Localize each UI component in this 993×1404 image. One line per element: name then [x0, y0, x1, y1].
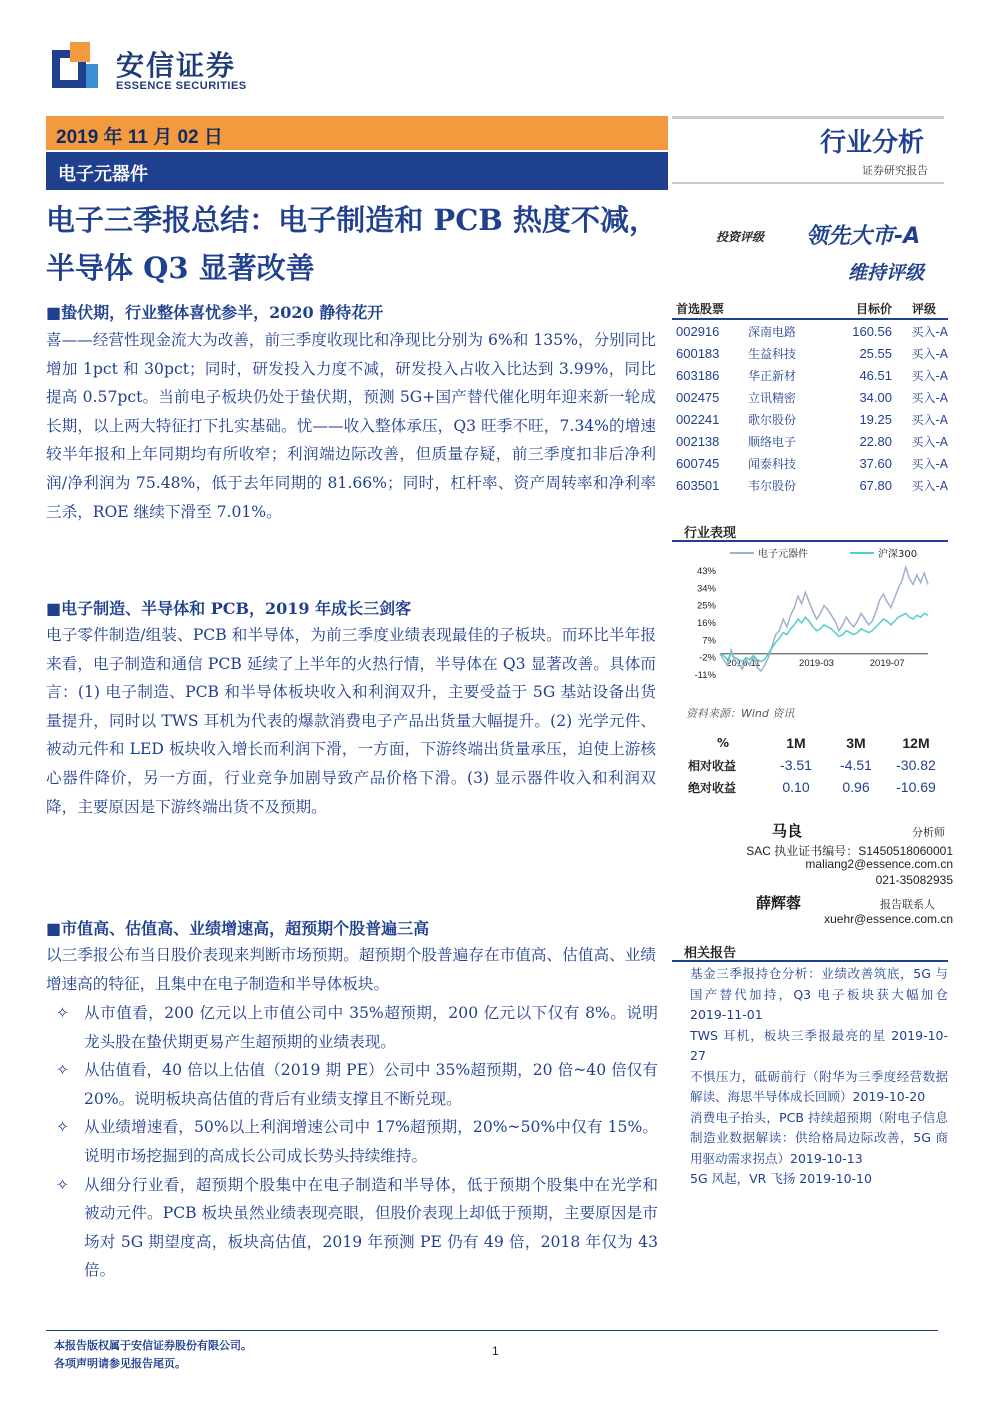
- returns-table: [680, 732, 946, 798]
- stock-name: 立讯精密: [748, 390, 797, 405]
- report-title: 电子三季报总结：电子制造和 PCB 热度不减，半导体 Q3 显著改善: [46, 203, 658, 285]
- report-subtype: 证券研究报告: [862, 164, 928, 177]
- stock-rating: 买入-A: [911, 478, 948, 493]
- rating-value: 领先大市-A: [806, 224, 921, 249]
- table-row: [672, 430, 948, 452]
- logo-text-en: ESSENCE SECURITIES: [116, 80, 247, 92]
- y-tick-label: 16%: [696, 618, 716, 629]
- bullet-icon: ✧: [56, 1118, 70, 1137]
- table-header: % 1M 3M 12M: [716, 735, 930, 751]
- stock-price: 22.80: [859, 433, 892, 449]
- stock-name: 韦尔股份: [748, 478, 797, 493]
- stock-code: 603501: [676, 477, 720, 493]
- stock-rating: 买入-A: [911, 456, 948, 471]
- section-body: 喜——经营性现金流大为改善，前三季度收现比和净现比分别为 6%和 135%，分别同比增加 1pct 和 30pct；同时，研发投入力度不减，研发投入占收入比达到 3.99%，同比提高 0.57pct。当前电子板块仍处于蛰伏期，预测 5G+国产替代催化明年迎来新一轮成长期，以上两大特征打下扎实基础。忧——收入整体承压，Q3 旺季不旺，7.34%的增速较半年报和上年同期均有所收窄；利润端边际改善，但质量存疑，前三季度扣非后净利润/净利润为 75.48%，低于去年同期的 81.66%；同时，杠杆率、资产周转率和净利率三杀，ROE 继续下滑至 7.01%。: [46, 331, 656, 521]
- x-tick-label: 2018-11: [726, 657, 761, 669]
- section-heading: ■蛰伏期，行业整体喜忧参半，2020 静待花开: [46, 303, 384, 322]
- table-row: [672, 364, 948, 386]
- related-report-link[interactable]: 不惧压力，砥砺前行（附华为三季度经营数据解读、海思半导体成长回顾）2019-10-20: [690, 1068, 948, 1104]
- sector-name: 电子元器件: [58, 164, 148, 185]
- x-tick-label: 2019-07: [869, 657, 905, 669]
- stock-price: 34.00: [859, 389, 892, 405]
- stock-rating: 买入-A: [911, 346, 948, 361]
- table-header: 首选股票 目标价 评级: [672, 298, 948, 320]
- related-list: [690, 964, 948, 1190]
- stock-rating: 买入-A: [911, 412, 948, 427]
- table-row: [672, 342, 948, 364]
- rating-label: 投资评级: [716, 230, 765, 244]
- stock-code: 002138: [676, 433, 720, 449]
- stock-price: 37.60: [859, 455, 892, 471]
- stock-code: 600183: [676, 345, 720, 361]
- series-line: [720, 613, 928, 661]
- y-tick-label: 43%: [696, 566, 716, 577]
- table-row: 相对收益 -3.51 -4.51 -30.82: [688, 757, 936, 773]
- stock-price: 46.51: [859, 367, 892, 383]
- section-body: 电子零件制造/组装、PCB 和半导体，为前三季度业绩表现最佳的子板块。而环比半年报来看，电子制造和通信 PCB 延续了上半年的火热行情，半导体在 Q3 显著改善。具体而言：(1) 电子制造、PCB 和半导体板块收入和利润双升，主要受益于 5G 基站设备出货量提升，同时以 TWS 耳机为代表的爆款消费电子产品出货量大幅提升。(2) 光学元件、被动元件和 LED 板块收入增长而利润下滑，一方面，下游终端出货量承压，迫使上游核心器件降价，另一方面，行业竞争加剧导致产品价格下滑。(3) 显示器件收入和利润双降，主要原因是下游终端出货不及预期。: [46, 626, 656, 816]
- related-report-link[interactable]: 消费电子抬头，PCB 持续超预期（附电子信息制造业数据解读：供给格局边际改善，5G 商用驱动需求拐点）2019-10-13: [690, 1109, 948, 1166]
- stock-rating: 买入-A: [911, 324, 948, 339]
- stock-price: 19.25: [859, 411, 892, 427]
- page-number: 1: [492, 1344, 499, 1358]
- y-tick-label: 34%: [696, 583, 716, 595]
- stock-code: 002916: [676, 323, 720, 339]
- performance-title: 行业表现: [684, 526, 737, 541]
- section-body: 以三季报公布当日股价表现来判断市场预期。超预期个股普遍存在市值高、估值高、业绩增速高的特征，且集中在电子制造和半导体板块。: [46, 946, 656, 993]
- chart-source: 资料来源：Wind 资讯: [686, 707, 795, 720]
- table-row: 绝对收益 0.10 0.96 -10.69: [688, 779, 936, 795]
- stock-rating: 买入-A: [911, 368, 948, 383]
- related-report-link[interactable]: TWS 耳机，板块三季报最亮的星 2019-10-27: [690, 1027, 948, 1063]
- stock-rating: 买入-A: [911, 390, 948, 405]
- legend-label: 沪深300: [878, 549, 918, 560]
- y-tick-label: -11%: [694, 670, 716, 681]
- analyst-role: 分析师: [912, 826, 945, 839]
- stock-rating: 买入-A: [911, 434, 948, 449]
- report-type: 行业分析: [820, 128, 925, 158]
- footer-divider: [46, 1330, 938, 1331]
- legend-label: 电子元器件: [758, 549, 808, 560]
- company-logo: [52, 42, 252, 98]
- stock-table: [672, 298, 948, 496]
- analyst-email[interactable]: maliang2@essence.com.cn: [805, 857, 953, 871]
- stock-name: 华正新材: [748, 368, 797, 383]
- list-item: ✧ 从市值看，200 亿元以上市值公司中 35%超预期，200 亿元以下仅有 8%。说明龙头股在蛰伏期更易产生超预期的业绩表现。: [46, 999, 658, 1056]
- stock-name: 歌尔股份: [748, 412, 797, 427]
- list-item: ✧ 从业绩增速看，50%以上利润增速公司中 17%超预期，20%~50%中仅有 15%。说明市场挖掘到的高成长公司成长势头持续维持。: [46, 1113, 658, 1170]
- bullet-icon: ✧: [56, 1175, 70, 1194]
- contact-role: 报告联系人: [880, 898, 935, 911]
- performance-chart: [680, 543, 942, 693]
- contact-email[interactable]: xuehr@essence.com.cn: [824, 912, 953, 926]
- bullet-icon: ✧: [56, 1004, 70, 1022]
- footer-copyright: 本报告版权属于安信证券股份有限公司。: [54, 1339, 252, 1352]
- stock-code: 002241: [676, 411, 720, 427]
- rating-sub: 维持评级: [848, 262, 925, 284]
- stock-name: 闻泰科技: [748, 456, 797, 471]
- section-heading: ■市值高、估值高、业绩增速高，超预期个股普遍三高: [46, 919, 430, 938]
- list-item: ✧ 从细分行业看，超预期个股集中在电子制造和半导体，低于预期个股集中在光学和被动元件。PCB 板块虽然业绩表现亮眼，但股价表现上却低于预期，主要原因是市场对 5G 期望度高，板块高估值，2019 年预测 PE 仍有 49 倍，2018 年仅为 43 倍。: [46, 1171, 658, 1285]
- logo-mark-icon: [52, 42, 102, 92]
- stock-price: 160.56: [852, 323, 892, 339]
- x-tick-label: 2019-03: [799, 657, 834, 669]
- footer-disclaimer: 各项声明请参见报告尾页。: [54, 1357, 186, 1370]
- stock-name: 深南电路: [748, 324, 797, 339]
- bullet-list: [46, 999, 658, 1285]
- stock-name: 顺络电子: [748, 434, 797, 449]
- table-row: [672, 320, 948, 342]
- stock-code: 002475: [676, 389, 720, 405]
- divider: [672, 182, 944, 184]
- table-row: [672, 452, 948, 474]
- analyst-phone: 021-35082935: [875, 873, 953, 887]
- stock-price: 67.80: [859, 477, 892, 493]
- related-report-link[interactable]: 5G 风起，VR 飞扬 2019-10-10: [690, 1171, 872, 1186]
- table-row: [672, 386, 948, 408]
- y-tick-label: 25%: [696, 600, 716, 612]
- y-tick-label: -2%: [699, 652, 716, 664]
- list-item: ✧ 从估值看，40 倍以上估值（2019 期 PE）公司中 35%超预期，20 倍~40 倍仅有 20%。说明板块高估值的背后有业绩支撑且不断兑现。: [46, 1056, 658, 1113]
- logo-text-cn: 安信证券: [116, 49, 237, 82]
- stock-name: 生益科技: [748, 346, 797, 361]
- stock-price: 25.55: [859, 345, 892, 361]
- divider: [672, 116, 944, 119]
- stock-code: 600745: [676, 455, 720, 471]
- y-tick-label: 7%: [702, 635, 716, 647]
- section-heading: ■电子制造、半导体和 PCB，2019 年成长三剑客: [46, 599, 412, 618]
- bullet-icon: ✧: [56, 1061, 70, 1080]
- table-row: [672, 408, 948, 430]
- stock-code: 603186: [676, 367, 720, 383]
- analyst-cert: SAC 执业证书编号：S1450518060001: [746, 844, 953, 858]
- table-row: [672, 474, 948, 496]
- report-date: 2019 年 11 月 02 日: [56, 127, 223, 148]
- contact-name: 薛辉蓉: [756, 894, 802, 912]
- related-report-link[interactable]: 基金三季报持仓分析：业绩改善筑底，5G 与国产替代加持，Q3 电子板块获大幅加仓 2019-11-01: [690, 966, 948, 1022]
- related-title: 相关报告: [684, 946, 737, 961]
- analyst-name: 马良: [772, 822, 803, 840]
